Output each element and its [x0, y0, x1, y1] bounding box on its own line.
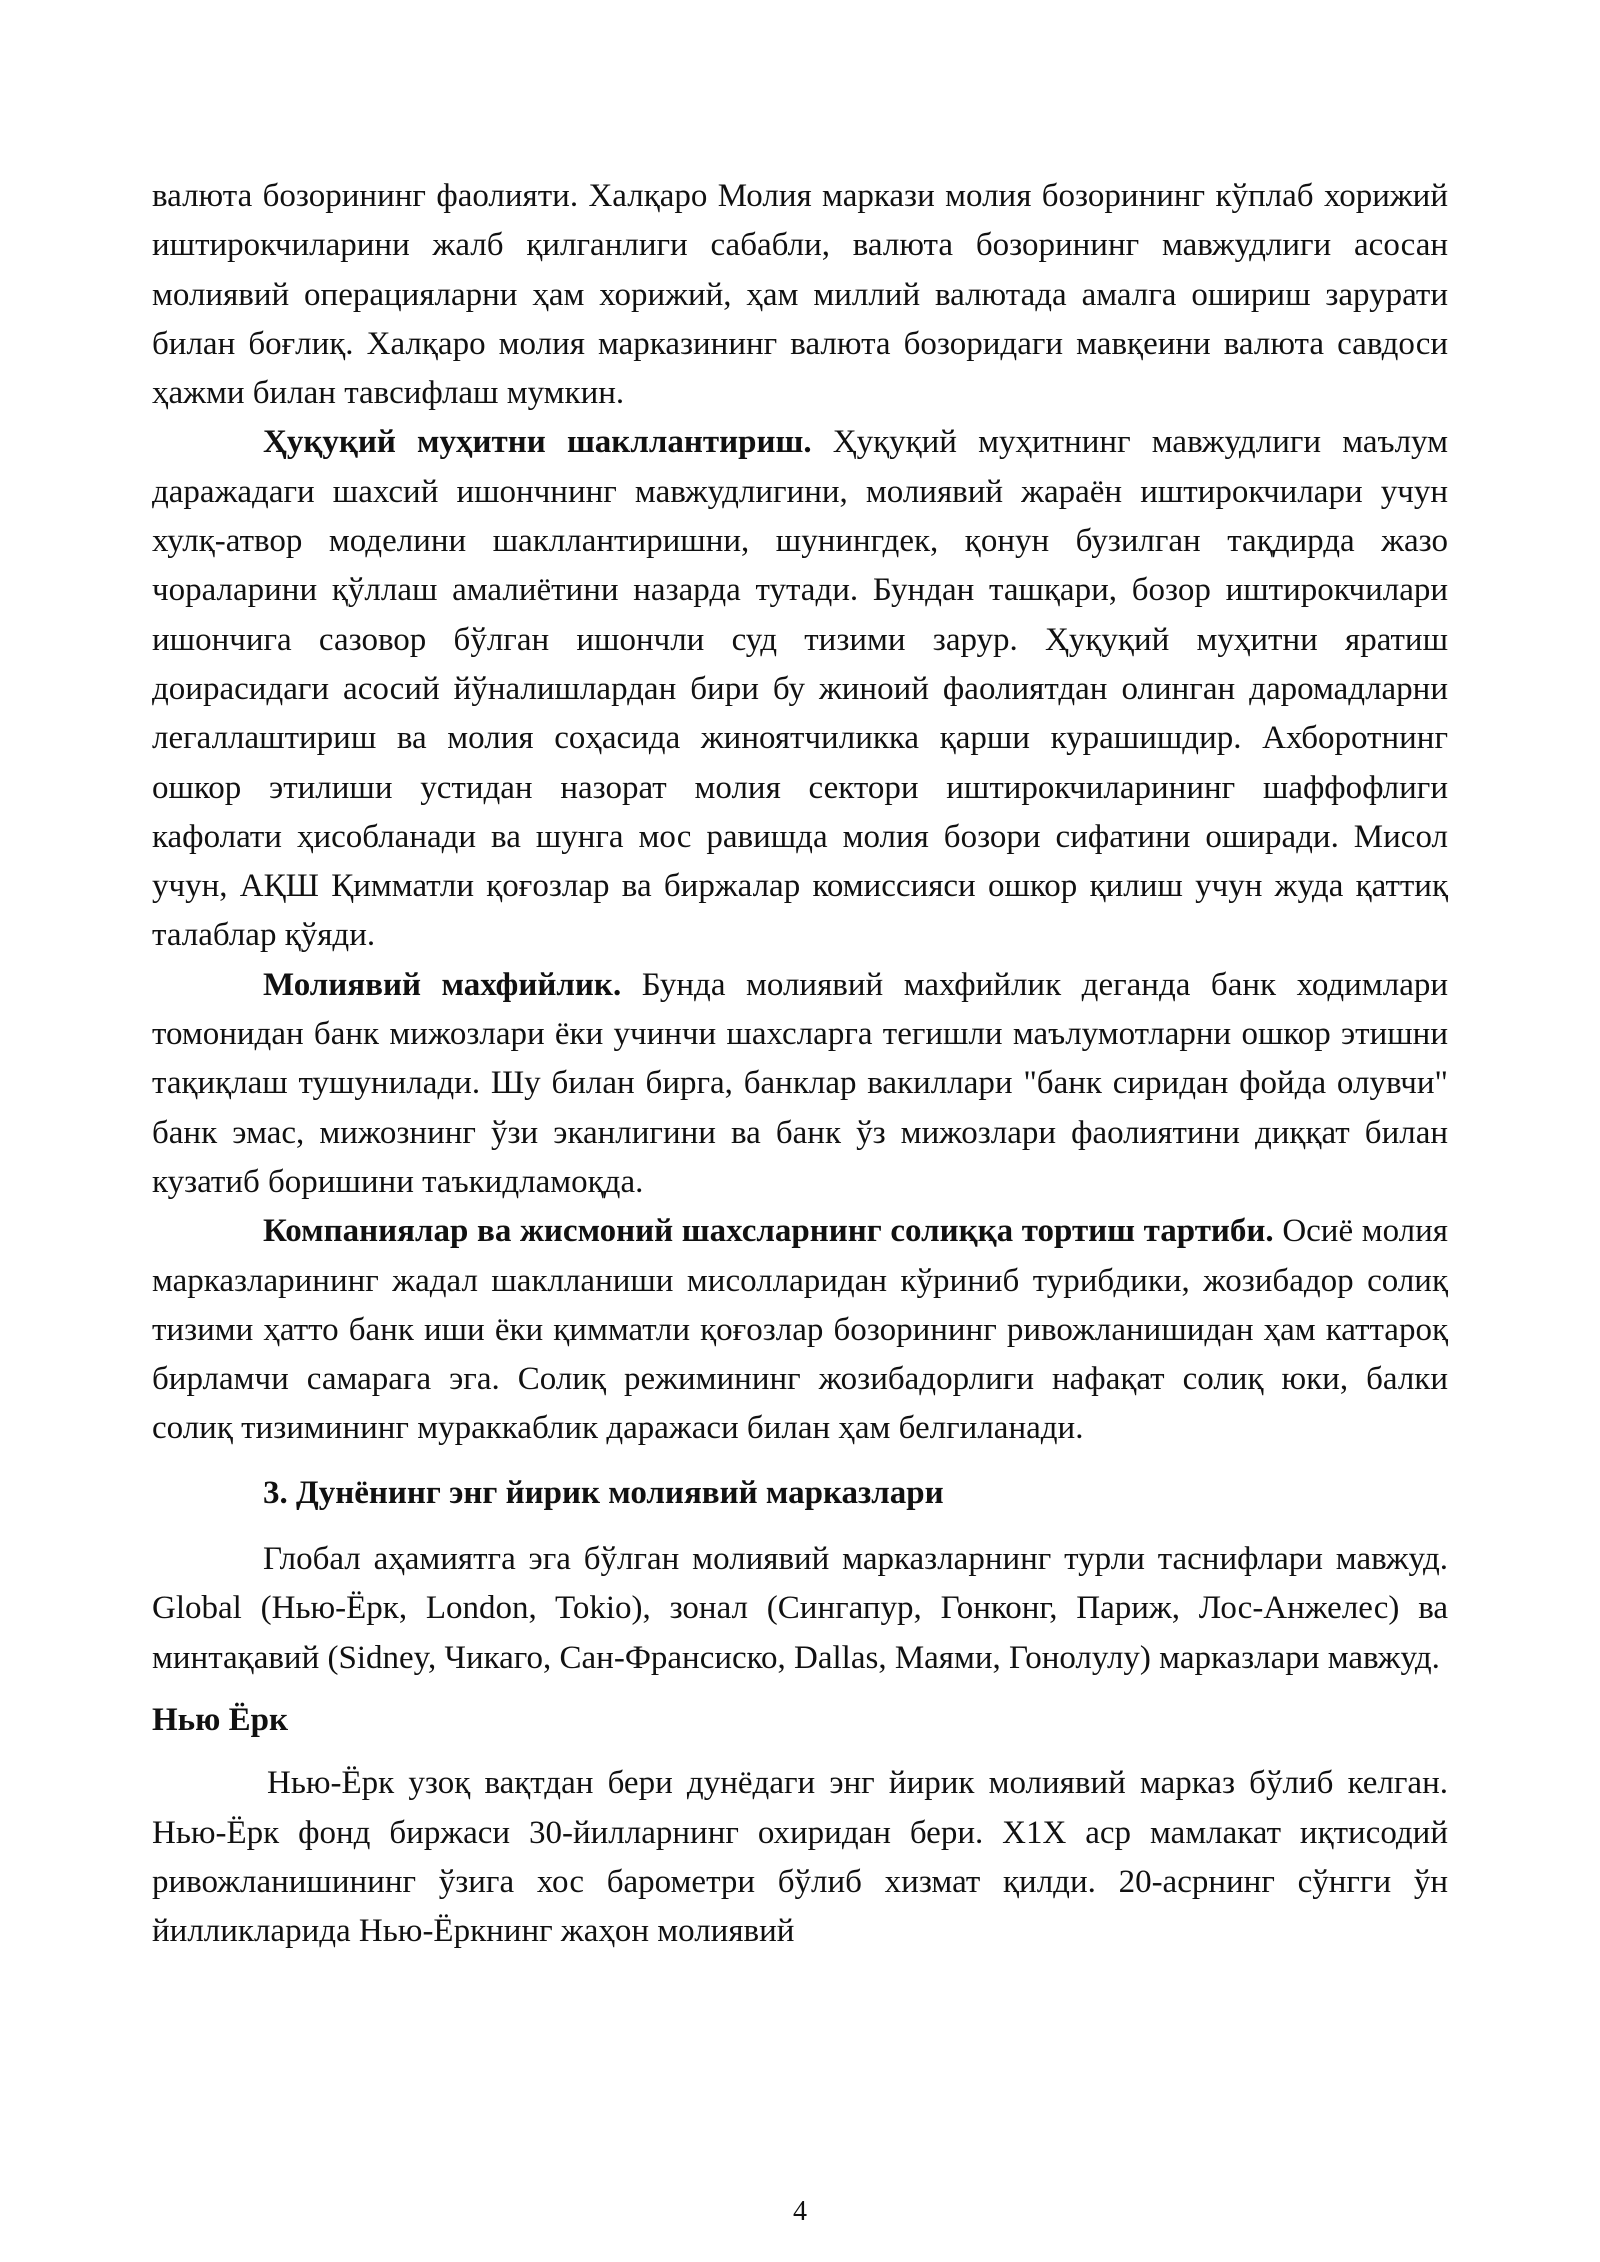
paragraph-body: Ҳуқуқий муҳитнинг мавжудлиги маълум даражадаги шахсий ишончнинг мавжудлигини, молиявий жараён иштирокчилари учун хулқ-атвор моделини шакллантиришни, шунингдек, қонун бузилган тақдирда жазо чораларини қўллаш амалиётини назарда тутади. Бундан ташқари, бозор иштирокчилари ишончига сазовор бўлган ишончли суд тизими зарур. Ҳуқуқий муҳитни яратиш доирасидаги асосий йўналишлардан бири бу жиноий фаолиятдан олинган даромадларни легаллаштириш ва молия соҳасида жиноятчиликка қарши курашишдир. Ахборотнинг ошкор этилиши устидан назорат молия сектори иштирокчиларининг шаффофлиги кафолати ҳисобланади ва шунга мос равишда молия бозори сифатини оширади. Мисол учун, АҚШ Қимматли қоғозлар ва биржалар комиссияси ошкор қилиш учун жуда қаттиқ талаблар қўяди.: [152, 424, 1448, 954]
paragraph-lead-bold: Молиявий махфийлик.: [263, 966, 622, 1003]
paragraph-financial-secrecy: [152, 961, 1448, 1207]
paragraph-lead-bold: Ҳуқуқий муҳитни шакллантириш.: [263, 424, 812, 461]
paragraph-currency-market: валюта бозорининг фаолияти. Халқаро Молия маркази молия бозорининг кўплаб хорижий иштирокчиларини жалб қилганлиги сабабли, валюта бозорининг мавжудлиги асосан молиявий операцияларни ҳам хорижий, ҳам миллий валютада амалга ошириш зарурати билан боғлиқ. Халқаро молия марказининг валюта бозоридаги мавқеини валюта савдоси ҳажми билан тавсифлаш мумкин.: [152, 178, 1448, 412]
paragraph-legal-environment: [152, 418, 1448, 960]
subheading-new-york: Нью Ёрк: [152, 1701, 288, 1738]
paragraph-taxation: [152, 1207, 1448, 1453]
paragraph-body: Бунда молиявий махфийлик деганда банк ходимлари томонидан банк мижозлари ёки учинчи шахсларга тегишли маълумотларни ошкор этишни тақиқлаш тушунилади. Шу билан бирга, банклар вакиллари "банк сиридан фойда олувчи" банк эмас, мижознинг ўзи эканлигини ва банк ўз мижозлари фаолиятини диққат билан кузатиб боришини таъкидламоқда.: [152, 966, 1448, 1200]
section-heading: 3. Дунёнинг энг йирик молиявий марказлари: [263, 1474, 944, 1511]
paragraph-body: Осиё молия марказларининг жадал шаклланиши мисолларидан кўриниб турибдики, жозибадор солиқ тизими ҳатто банк иши ёки қимматли қоғозлар бозорининг ривожланишидан ҳам каттароқ бирламчи самарага эга. Солиқ режимининг жозибадорлиги нафақат солиқ юки, балки солиқ тизимининг мураккаблик даражаси билан ҳам белгиланади.: [152, 1213, 1448, 1447]
page-number: 4: [793, 2196, 807, 2227]
paragraph-classification: Глобал аҳамиятга эга бўлган молиявий марказларнинг турли таснифлари мавжуд. Global (Нью-Ёрк, London, Tokio), зонал (Сингапур, Гонконг, Париж, Лос-Анжелес) ва минтақавий (Sidney, Чикаго, Сан-Франсиско, Dallas, Маями, Гонолулу) марказлари мавжуд.: [152, 1541, 1448, 1676]
paragraph-lead-bold: Компаниялар ва жисмоний шахсларнинг солиққа тортиш тартиби.: [263, 1213, 1274, 1250]
paragraph-new-york: Нью-Ёрк узоқ вақтдан бери дунёдаги энг йирик молиявий марказ бўлиб келган. Нью-Ёрк фонд биржаси 30-йилларнинг охиридан бери. X1X аср мамлакат иқтисодий ривожланишининг ўзига хос барометри бўлиб хизмат қилди. 20-асрнинг сўнгги ўн йилликларида Нью-Ёркнинг жаҳон молиявий: [152, 1765, 1448, 1950]
body-text: [152, 172, 1448, 1956]
